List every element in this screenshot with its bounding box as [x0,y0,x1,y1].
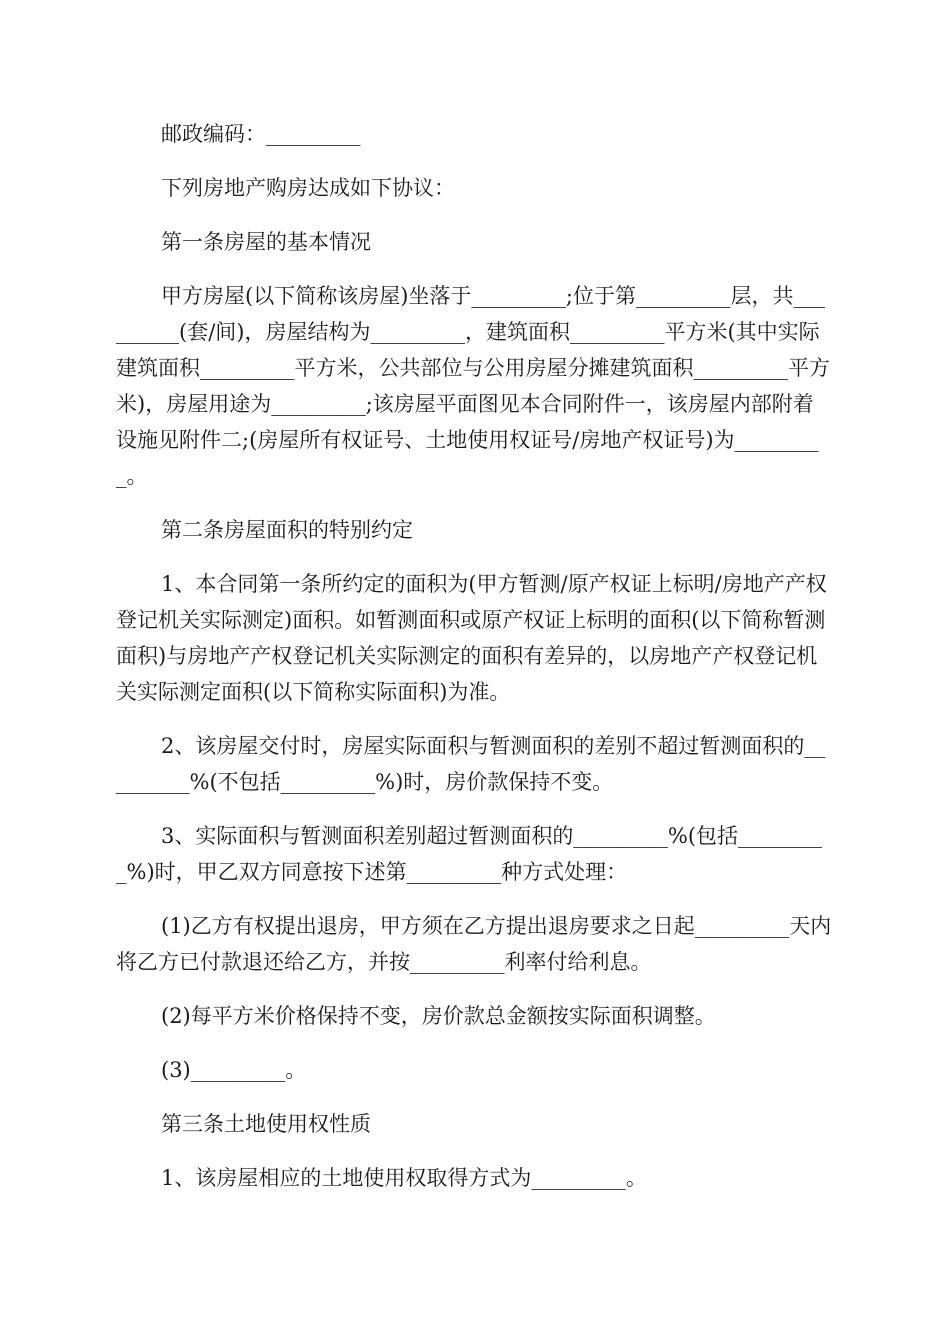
intro-line: 下列房地产购房达成如下协议： [161,176,455,200]
article2-item1: 1、本合同第一条所约定的面积为(甲方暂测/原产权证上标明/房地产产权登记机关实际测定)面积。如暂测面积或原产权证上标明的面积(以下简称暂测面积)与房地产产权登记机关实际测定的面积有差异的，以房地产产权登记机关实际测定面积(以下简称实际面积)为准。 [116,572,827,704]
option1: (1)乙方有权提出退房，甲方须在乙方提出退房要求之日起_________天内将乙方已付款退还给乙方，并按_________利率付给利息。 [116,914,832,974]
option3: (3)_________。 [161,1058,307,1082]
article2-title: 第二条房屋面积的特别约定 [161,518,413,542]
contract-page [116,116,832,1196]
option2: (2)每平方米价格保持不变，房价款总金额按实际面积调整。 [161,1004,716,1028]
article3-title: 第三条土地使用权性质 [161,1112,371,1136]
article3-item1: 1、该房屋相应的土地使用权取得方式为_________。 [161,1166,647,1190]
article2-item3: 3、实际面积与暂测面积差别超过暂测面积的_________%(包括_________%)时，甲乙双方同意按下述第_________种方式处理： [116,824,823,884]
article1-body: 甲方房屋(以下简称该房屋)坐落于_________;位于第_________层，共_________(套/间)，房屋结构为_________，建筑面积_________平方米(其中实际建筑面积_________平方米，公共部位与公用房屋分摊建筑面积_________平方米)，房屋用途为_________;该房屋平面图见本合同附件一，该房屋内部附着设施见附件二;(房屋所有权证号、土地使用权证号/房地产权证号)为_________。 [116,284,830,488]
postal-code-line: 邮政编码：_________ [161,122,361,146]
article1-title: 第一条房屋的基本情况 [161,230,371,254]
article2-item2: 2、该房屋交付时，房屋实际面积与暂测面积的差别不超过暂测面积的_________%(不包括_________%)时，房价款保持不变。 [116,734,826,794]
